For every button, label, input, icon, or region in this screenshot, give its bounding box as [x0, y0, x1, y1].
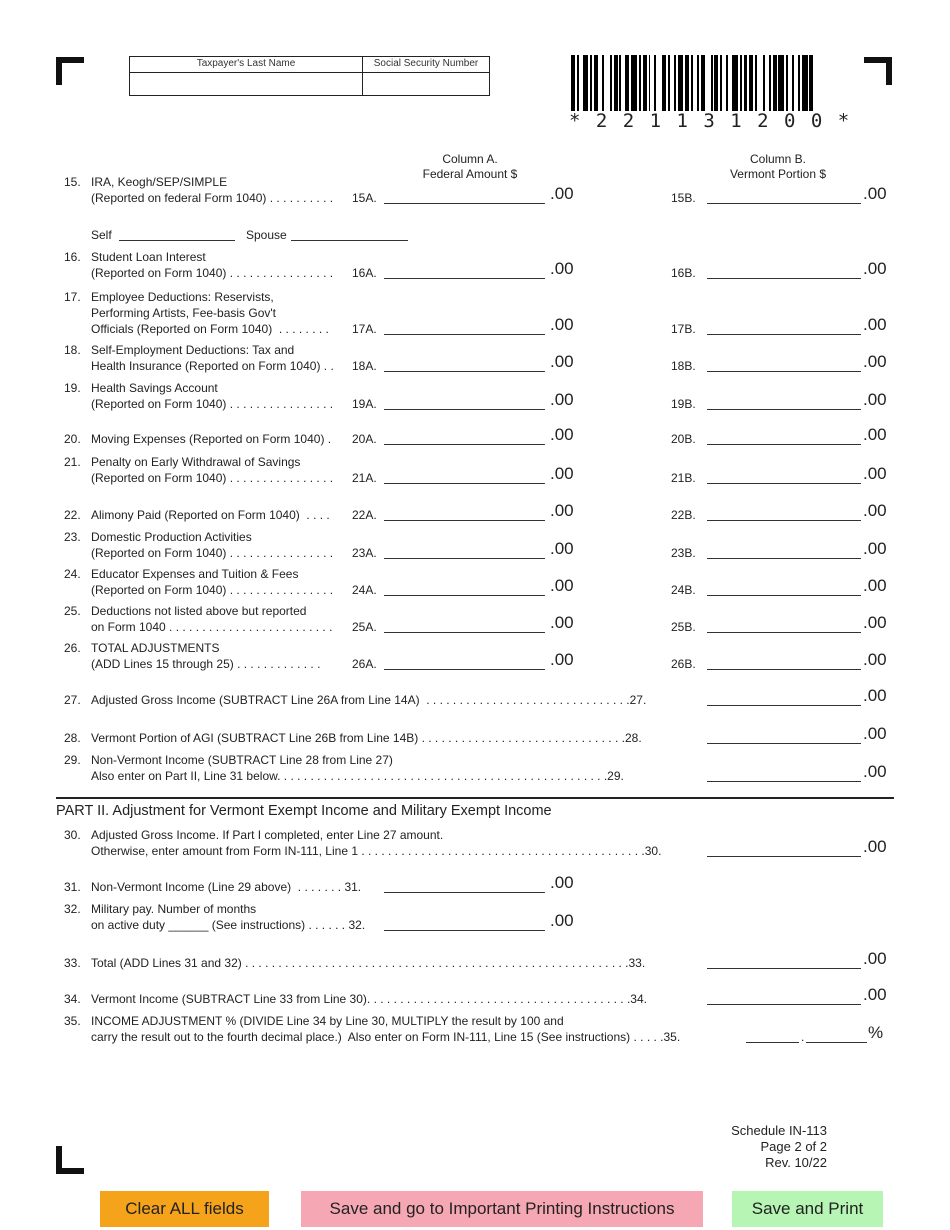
column-b-field[interactable]: [707, 620, 861, 633]
line-text: TOTAL ADJUSTMENTS: [91, 641, 220, 655]
line-text: (Reported on Form 1040) . . . . . . . . . . . . . . . .: [91, 266, 334, 280]
line-number: 21.: [64, 455, 81, 469]
column-b-cents: .00: [863, 425, 887, 444]
column-a-cents: .00: [550, 613, 574, 632]
ref-b: 17B.: [671, 322, 696, 336]
line-text: (Reported on federal Form 1040) . . . . . . . . . .: [91, 191, 334, 205]
ref-a: 15A.: [352, 191, 377, 205]
ref-b: 16B.: [671, 266, 696, 280]
line-31-cents: .00: [550, 873, 574, 892]
line-32-text-1: Military pay. Number of months: [91, 902, 257, 916]
line-number: 19.: [64, 381, 81, 395]
line-33-text: Total (ADD Lines 31 and 32) . . . . . . . . . . . . . . . . . . . . . . . . . . . . . . . . . . . . . . . . . . . . . . . . . . . . . . . . . .33.: [91, 956, 646, 970]
ref-a: 19A.: [352, 397, 377, 411]
column-b-field[interactable]: [707, 546, 861, 559]
self-label: Self: [91, 228, 112, 242]
save-printing-instructions-button[interactable]: Save and go to Important Printing Instructions: [301, 1191, 703, 1227]
ssn-cell: [363, 57, 489, 95]
column-b-cents: .00: [863, 613, 887, 632]
ref-b: 24B.: [671, 583, 696, 597]
ref-b: 22B.: [671, 508, 696, 522]
line-text: Health Insurance (Reported on Form 1040) . .: [91, 359, 334, 373]
column-a-cents: .00: [550, 501, 574, 520]
taxpayer-header-table: [129, 56, 490, 96]
column-b-field[interactable]: [707, 359, 861, 372]
column-b-field[interactable]: [707, 769, 861, 782]
column-b-field[interactable]: [707, 583, 861, 596]
column-b-cents: .00: [863, 762, 887, 781]
line-30-cents: .00: [863, 837, 887, 856]
line-number: 28.: [64, 731, 81, 745]
schedule-label: Schedule IN-113: [731, 1123, 827, 1138]
column-b-field[interactable]: [707, 471, 861, 484]
ref-a: 24A.: [352, 583, 377, 597]
column-b-cents: .00: [863, 724, 887, 743]
ref-a: 20A.: [352, 432, 377, 446]
column-a-field[interactable]: [384, 432, 545, 445]
spouse-label: Spouse: [246, 228, 287, 242]
column-b-title: Column B.: [749, 152, 807, 166]
column-b-cents: .00: [863, 390, 887, 409]
line-text: Penalty on Early Withdrawal of Savings: [91, 455, 301, 469]
line-34-cents: .00: [863, 985, 887, 1004]
column-a-field[interactable]: [384, 322, 545, 335]
column-a-field[interactable]: [384, 620, 545, 633]
column-b-field[interactable]: [707, 693, 861, 706]
line-number: 22.: [64, 508, 81, 522]
column-a-cents: .00: [550, 576, 574, 595]
ref-b: 18B.: [671, 359, 696, 373]
line-30-text-1: Adjusted Gross Income. If Part I completed, enter Line 27 amount.: [91, 828, 444, 842]
column-a-cents: .00: [550, 425, 574, 444]
ref-a: 23A.: [352, 546, 377, 560]
line-number: 23.: [64, 530, 81, 544]
line-31-field[interactable]: [384, 880, 545, 893]
line-35-percent: %: [868, 1023, 884, 1042]
last-name-field[interactable]: [130, 72, 362, 96]
line-text: (Reported on Form 1040) . . . . . . . . . . . . . . . .: [91, 471, 334, 485]
column-b-cents: .00: [863, 464, 887, 483]
line-text: (Reported on Form 1040) . . . . . . . . . . . . . . . .: [91, 546, 334, 560]
line-number: 15.: [64, 175, 81, 189]
column-b-field[interactable]: [707, 657, 861, 670]
column-b-cents: .00: [863, 501, 887, 520]
column-a-field[interactable]: [384, 583, 545, 596]
registration-mark-top-right: [864, 57, 892, 85]
column-a-field[interactable]: [384, 359, 545, 372]
column-a-cents: .00: [550, 539, 574, 558]
column-b-cents: .00: [863, 259, 887, 278]
column-b-field[interactable]: [707, 322, 861, 335]
spouse-field[interactable]: [291, 228, 408, 241]
column-a-field[interactable]: [384, 508, 545, 521]
column-b-field[interactable]: [707, 731, 861, 744]
column-b-cents: .00: [863, 539, 887, 558]
column-a-cents: .00: [550, 650, 574, 669]
column-a-cents: .00: [550, 464, 574, 483]
line-33-cents: .00: [863, 949, 887, 968]
line-32-field[interactable]: [384, 918, 545, 931]
ref-b: 25B.: [671, 620, 696, 634]
last-name-label: Taxpayer's Last Name: [196, 58, 296, 69]
column-a-title: Column A.: [442, 152, 498, 166]
column-b-field[interactable]: [707, 397, 861, 410]
line-text: Adjusted Gross Income (SUBTRACT Line 26A from Line 14A) . . . . . . . . . . . . . . . . . . . . . . . . . . . . . . .27.: [91, 693, 647, 707]
clear-all-fields-button[interactable]: Clear ALL fields: [100, 1191, 269, 1227]
line-34-field[interactable]: [707, 992, 861, 1005]
column-b-field[interactable]: [707, 266, 861, 279]
ref-a: 17A.: [352, 322, 377, 336]
line-31-text: Non-Vermont Income (Line 29 above) . . . . . . . 31.: [91, 880, 362, 894]
ref-b: 23B.: [671, 546, 696, 560]
column-a-field[interactable]: [384, 546, 545, 559]
last-name-cell: [130, 57, 363, 95]
ref-b: 19B.: [671, 397, 696, 411]
ref-a: 16A.: [352, 266, 377, 280]
line-number: 25.: [64, 604, 81, 618]
line-text: IRA, Keogh/SEP/SIMPLE: [91, 175, 228, 189]
line-30-field[interactable]: [707, 844, 861, 857]
barcode-bar: [809, 55, 813, 111]
ref-a: 18A.: [352, 359, 377, 373]
column-b-field[interactable]: [707, 432, 861, 445]
line-text: Student Loan Interest: [91, 250, 206, 264]
line-34-text: Vermont Income (SUBTRACT Line 33 from Line 30). . . . . . . . . . . . . . . . . . . . . . . . . . . . . . . . . . . . . . . .34.: [91, 992, 647, 1006]
column-b-cents: .00: [863, 576, 887, 595]
line-text: (Reported on Form 1040) . . . . . . . . . . . . . . . .: [91, 583, 334, 597]
column-a-field[interactable]: [384, 657, 545, 670]
column-b-field[interactable]: [707, 508, 861, 521]
registration-mark-top-left: [56, 57, 84, 85]
line-text: (ADD Lines 15 through 25) . . . . . . . . . . . . .: [91, 657, 321, 671]
column-b-cents: .00: [863, 650, 887, 669]
line-35-decimal-point: .: [801, 1030, 805, 1044]
column-b-heading: [703, 152, 853, 182]
ref-a: 21A.: [352, 471, 377, 485]
column-a-subtitle: Federal Amount $: [422, 167, 518, 181]
part2-title: PART II. Adjustment for Vermont Exempt Income and Military Exempt Income: [56, 803, 552, 819]
line-33-field[interactable]: [707, 956, 861, 969]
save-and-print-button[interactable]: Save and Print: [732, 1191, 883, 1227]
ssn-field[interactable]: [363, 72, 489, 96]
barcode: [571, 55, 814, 111]
line-35-text-1: INCOME ADJUSTMENT % (DIVIDE Line 34 by Line 30, MULTIPLY the result by 100 and: [91, 1014, 564, 1028]
line-text: Self-Employment Deductions: Tax and: [91, 343, 295, 357]
line-30-text-2: Otherwise, enter amount from Form IN-111, Line 1 . . . . . . . . . . . . . . . . . . . . . . . . . . . . . . . . . . . . . . . . . . .30.: [91, 844, 662, 858]
line-number: 26.: [64, 641, 81, 655]
ref-a: 25A.: [352, 620, 377, 634]
part-divider: [56, 797, 894, 799]
line-text: Health Savings Account: [91, 381, 218, 395]
ref-b: 20B.: [671, 432, 696, 446]
line-number: 17.: [64, 290, 81, 304]
line-text: Vermont Portion of AGI (SUBTRACT Line 26B from Line 14B) . . . . . . . . . . . . . . . . . . . . . . . . . . . . . . .28.: [91, 731, 642, 745]
column-a-field[interactable]: [384, 397, 545, 410]
line-text: Moving Expenses (Reported on Form 1040) .: [91, 432, 332, 446]
ssn-label: Social Security Number: [373, 58, 479, 69]
column-a-cents: .00: [550, 184, 574, 203]
line-text: Performing Artists, Fee-basis Gov't: [91, 306, 277, 320]
line-35-text-2: carry the result out to the fourth decimal place.) Also enter on Form IN-111, Line 15 (See instructions) . . . . .35.: [91, 1030, 681, 1044]
column-a-field[interactable]: [384, 471, 545, 484]
column-a-cents: .00: [550, 315, 574, 334]
line-number: 18.: [64, 343, 81, 357]
column-b-subtitle: Vermont Portion $: [729, 167, 827, 181]
line-text: Officials (Reported on Form 1040) . . . . . . . .: [91, 322, 329, 336]
column-b-cents: .00: [863, 184, 887, 203]
column-b-field[interactable]: [707, 191, 861, 204]
line-text: Non-Vermont Income (SUBTRACT Line 28 from Line 27): [91, 753, 393, 767]
line-32-cents: .00: [550, 911, 574, 930]
column-a-cents: .00: [550, 259, 574, 278]
line-text: Alimony Paid (Reported on Form 1040) . . . .: [91, 508, 330, 522]
line-text: Deductions not listed above but reported: [91, 604, 307, 618]
self-field[interactable]: [119, 228, 235, 241]
column-b-cents: .00: [863, 315, 887, 334]
ref-b: 15B.: [671, 191, 696, 205]
line-text: Educator Expenses and Tuition & Fees: [91, 567, 299, 581]
line-number: 27.: [64, 693, 81, 707]
ref-a: 22A.: [352, 508, 377, 522]
column-a-cents: .00: [550, 352, 574, 371]
column-b-cents: .00: [863, 352, 887, 371]
line-text: Also enter on Part II, Line 31 below. . . . . . . . . . . . . . . . . . . . . . . . . . . . . . . . . . . . . . . . . . . . . . . . . .29.: [91, 769, 624, 783]
revision-date: Rev. 10/22: [765, 1155, 827, 1170]
line-text: Employee Deductions: Reservists,: [91, 290, 274, 304]
line-35-decimal-field[interactable]: [806, 1030, 867, 1043]
column-a-heading: [395, 152, 545, 182]
line-number: 16.: [64, 250, 81, 264]
line-number: 29.: [64, 753, 81, 767]
ref-b: 21B.: [671, 471, 696, 485]
barcode-number: * 2 2 1 1 3 1 2 0 0 *: [569, 110, 852, 132]
column-a-field[interactable]: [384, 191, 545, 204]
line-number: 24.: [64, 567, 81, 581]
line-number: 20.: [64, 432, 81, 446]
page-number: Page 2 of 2: [760, 1139, 827, 1154]
ref-b: 26B.: [671, 657, 696, 671]
line-text: on Form 1040 . . . . . . . . . . . . . . . . . . . . . . . . .: [91, 620, 333, 634]
line-text: (Reported on Form 1040) . . . . . . . . . . . . . . . .: [91, 397, 334, 411]
form-footer: [731, 1123, 827, 1171]
column-a-field[interactable]: [384, 266, 545, 279]
line-text: Domestic Production Activities: [91, 530, 252, 544]
column-b-cents: .00: [863, 686, 887, 705]
line-35-whole-field[interactable]: [746, 1030, 799, 1043]
column-a-cents: .00: [550, 390, 574, 409]
registration-mark-bottom-left: [56, 1146, 84, 1174]
line-32-text-2: on active duty ______ (See instructions) . . . . . . 32.: [91, 918, 366, 932]
ref-a: 26A.: [352, 657, 377, 671]
